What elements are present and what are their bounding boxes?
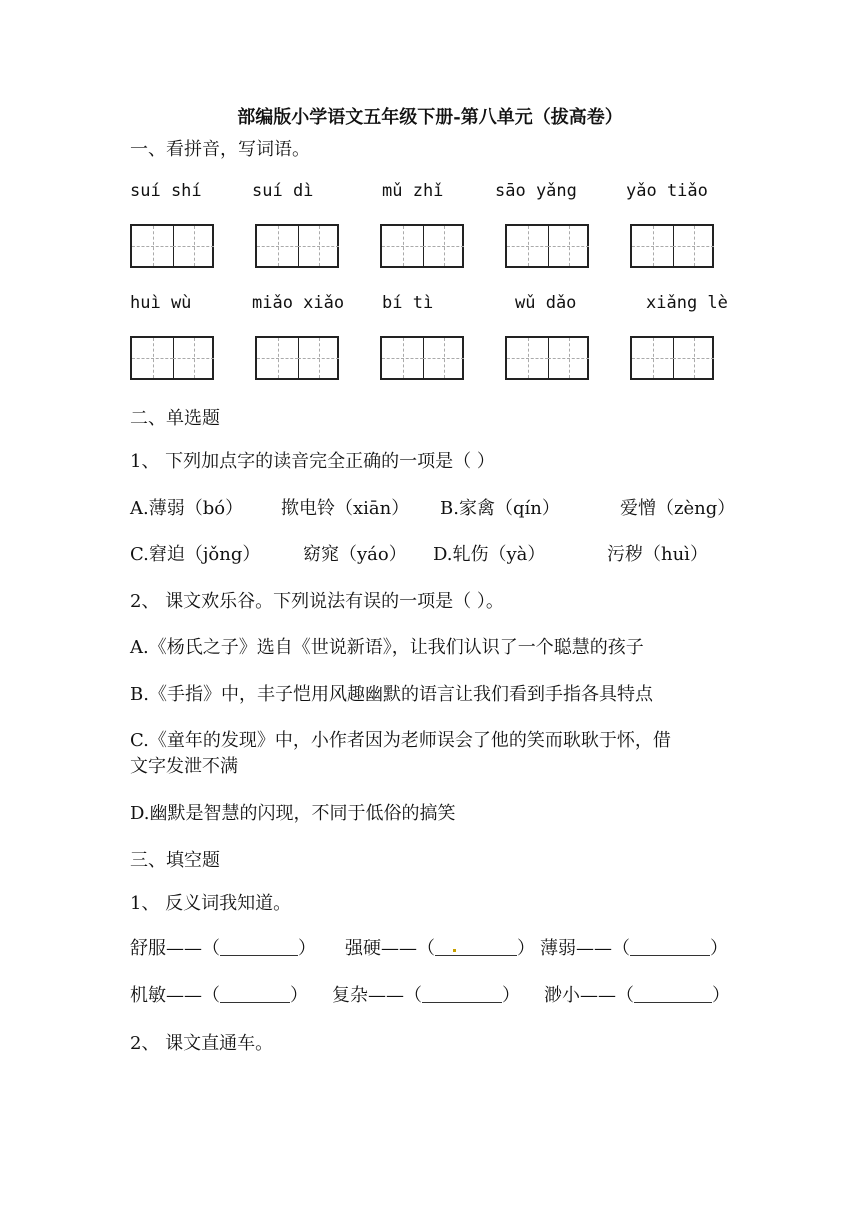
option-c-extra: 窈窕（yáo） (303, 544, 407, 565)
option-b-extra: 爱憎（zèng） (620, 498, 736, 519)
section-heading-choice: 二、单选题 (130, 408, 220, 429)
antonym-item (130, 934, 316, 960)
option-d[interactable]: D.轧伤（yà） (433, 544, 546, 565)
answer-blank[interactable] (220, 937, 298, 956)
antonym-word: 机敏——（ (130, 985, 220, 1006)
writing-grid[interactable] (130, 224, 214, 268)
pinyin-label: yǎo tiǎo (626, 181, 708, 201)
antonym-item (540, 934, 728, 960)
antonym-word: 渺小——（ (544, 985, 634, 1006)
section-heading-fill: 三、填空题 (130, 850, 220, 871)
answer-blank[interactable] (630, 937, 710, 956)
option-b[interactable]: B.家禽（qín） (440, 498, 560, 519)
question-stem: 2、 课文欢乐谷。下列说法有误的一项是（ ）。 (130, 591, 504, 612)
page-title: 部编版小学语文五年级下册-第八单元（拔高卷） (237, 107, 623, 128)
answer-blank[interactable] (220, 984, 290, 1003)
writing-grid[interactable] (505, 336, 589, 380)
option-a-extra: 揿电铃（xiān） (281, 498, 410, 519)
writing-grid[interactable] (630, 224, 714, 268)
antonym-item (345, 934, 535, 960)
option-c-continued: 文字发泄不满 (130, 756, 238, 777)
answer-blank[interactable] (435, 937, 517, 956)
pinyin-label: sāo yǎng (495, 181, 577, 201)
pinyin-label: huì wù (130, 293, 192, 313)
writing-grid[interactable] (255, 224, 339, 268)
option-d-extra: 污秽（huì） (607, 544, 708, 565)
option-d[interactable]: D.幽默是智慧的闪现，不同于低俗的搞笑 (130, 803, 456, 824)
antonym-word: 强硬——（ (345, 938, 435, 959)
pinyin-label: xiǎng lè (646, 293, 728, 313)
pinyin-label: suí shí (130, 181, 202, 201)
pinyin-label: mǔ zhǐ (382, 181, 444, 201)
option-a[interactable]: A.《杨氏之子》选自《世说新语》，让我们认识了一个聪慧的孩子 (130, 637, 644, 658)
writing-grid[interactable] (380, 224, 464, 268)
writing-grid[interactable] (130, 336, 214, 380)
option-a[interactable]: A.薄弱（bó） (130, 498, 244, 519)
pinyin-label: miǎo xiǎo (252, 293, 345, 313)
pinyin-label: bí tì (382, 293, 434, 313)
bracket-close: ） (710, 938, 728, 959)
option-b[interactable]: B.《手指》中，丰子恺用风趣幽默的语言让我们看到手指各具特点 (130, 684, 653, 705)
answer-blank[interactable] (634, 984, 712, 1003)
antonym-item (130, 981, 308, 1007)
writing-grid[interactable] (380, 336, 464, 380)
pinyin-label: wǔ dǎo (515, 293, 577, 313)
antonym-word: 复杂——（ (332, 985, 422, 1006)
option-c[interactable]: C.窘迫（jǒng） (130, 544, 261, 565)
writing-grid[interactable] (255, 336, 339, 380)
option-c[interactable]: C.《童年的发现》中，小作者因为老师误会了他的笑而耿耿于怀，借 (130, 730, 671, 751)
section-heading-pinyin: 一、看拼音，写词语。 (130, 139, 310, 160)
pinyin-label: suí dì (252, 181, 314, 201)
bracket-close: ） (298, 938, 316, 959)
bracket-close: ） (290, 985, 308, 1006)
writing-grid[interactable] (505, 224, 589, 268)
bracket-close: ） (712, 985, 730, 1006)
bracket-close: ） (517, 938, 535, 959)
question-stem: 1、 下列加点字的读音完全正确的一项是（ ） (130, 451, 495, 472)
question-stem: 2、 课文直通车。 (130, 1033, 274, 1054)
antonym-word: 舒服——（ (130, 938, 220, 959)
antonym-word: 薄弱——（ (540, 938, 630, 959)
bracket-close: ） (502, 985, 520, 1006)
answer-blank[interactable] (422, 984, 502, 1003)
question-stem: 1、 反义词我知道。 (130, 893, 292, 914)
mark-dot (453, 949, 456, 952)
antonym-item (332, 981, 520, 1007)
writing-grid[interactable] (630, 336, 714, 380)
antonym-item (544, 981, 730, 1007)
